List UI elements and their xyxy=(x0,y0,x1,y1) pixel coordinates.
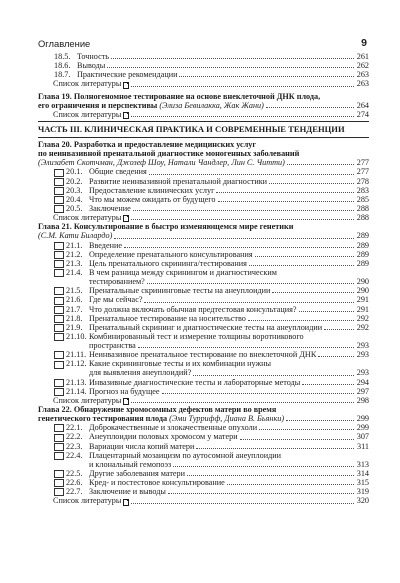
toc-chapter-22[interactable]: Глава 22. Обнаружение хромосомных дефектов матери во время генетического тестирования плода (Эми Туррифф, Диана В. Бьянки) 299 xyxy=(38,405,369,424)
chapter-number: Глава 21. xyxy=(38,222,72,232)
toc-entry[interactable]: 21.13. Инвазивные диагностические тесты и лабораторные методы 294 xyxy=(38,378,369,387)
toc-entry[interactable]: 20.3. Предоставление клинических услуг 283 xyxy=(38,186,369,195)
section-marker-icon xyxy=(54,297,64,305)
toc-references-entry[interactable]: Список литературы 274 xyxy=(53,109,369,119)
chapter-number: Глава 22. xyxy=(38,405,72,415)
toc-entry[interactable]: 21.5. Пренатальные скрининговые тесты на анеуплоидии 290 xyxy=(38,286,369,295)
toc-entry-continuation[interactable]: тестированием? 290 xyxy=(89,277,369,287)
toc-references-entry[interactable]: Список литературы 320 xyxy=(53,496,369,506)
toc-references-entry[interactable]: Список литературы 263 xyxy=(53,79,369,89)
document-icon xyxy=(123,112,129,119)
toc-entry[interactable]: 21.11. Неинвазивное пренатальное тестирование по внеклеточной ДНК 293 xyxy=(38,350,369,359)
toc-list xyxy=(38,52,369,506)
toc-entry[interactable]: 21.1. Введение 289 xyxy=(38,241,369,250)
chapter-title: Консультирование в быстро изменяющемся мире генетики xyxy=(71,222,294,232)
section-marker-icon xyxy=(54,287,64,295)
toc-entry[interactable]: 21.10. Комбинированный тест и измерение толщины воротникового xyxy=(38,332,369,341)
chapter-number: Глава 19. xyxy=(38,91,72,101)
toc-entry[interactable]: 20.1. Общие сведения 277 xyxy=(38,167,369,176)
running-header-title: Оглавление xyxy=(38,38,91,49)
toc-chapter-21[interactable]: Глава 21. Консультирование в быстро изменяющемся мире генетики (С.М. Кати Билардо) 289 xyxy=(38,222,369,241)
section-marker-icon xyxy=(54,479,64,487)
section-marker-icon xyxy=(54,315,64,323)
section-marker-icon xyxy=(54,251,64,259)
toc-entry[interactable]: 21.3. Цель пренатального скрининга/тестирования 289 xyxy=(38,259,369,268)
toc-entry[interactable]: 22.5. Другие заболевания матери 314 xyxy=(38,469,369,478)
divider xyxy=(38,137,369,138)
section-marker-icon xyxy=(54,324,64,332)
section-marker-icon xyxy=(54,443,64,451)
toc-entry[interactable]: 22.4. Плацентарный мозаицизм по аутосомной анеуплоидии xyxy=(38,451,369,460)
toc-chapter-20[interactable]: Глава 20. Разработка и предоставление медицинских услуг по неинвазивной пренатальной диагностике моногенных заболеваний (Элизабет Скотчман, Джозеф Шоу, Натали Чандлер, Лин С. Читти) 277 xyxy=(38,139,369,168)
document-icon xyxy=(123,215,129,222)
chapter-title: Разработка и предоставление медицинских услуг xyxy=(71,139,257,149)
chapter-title: Обнаружение хромосомных дефектов матери во время xyxy=(71,405,277,415)
toc-entry-continuation[interactable]: и клональный гемопоэз 313 xyxy=(89,459,369,469)
chapter-authors: (Эми Туррифф, Диана В. Бьянки) xyxy=(169,414,285,424)
toc-entry[interactable]: 21.2. Определение пренатального консультирования 289 xyxy=(38,250,369,259)
toc-entry[interactable]: 22.6. Кред- и постестовое консультирование 315 xyxy=(38,478,369,487)
document-icon xyxy=(123,499,129,506)
page-number: 9 xyxy=(361,37,367,49)
section-marker-icon xyxy=(54,351,64,359)
section-marker-icon xyxy=(54,424,64,432)
chapter-authors: (С.М. Кати Билардо) xyxy=(38,231,113,241)
toc-entry[interactable]: 18.5. Точность 261 xyxy=(54,51,369,61)
toc-entry[interactable]: 21.12. Какие скрининговые тесты и их комбинации нужны xyxy=(38,359,369,368)
toc-entry-continuation[interactable]: для выявления анеуплоидий? 293 xyxy=(89,368,369,378)
chapter-authors: (Элиза Бевилакка, Жак Жани) xyxy=(159,100,264,110)
document-icon xyxy=(123,82,129,89)
toc-entry[interactable]: 21.14. Прогноз на будущее 297 xyxy=(38,387,369,396)
section-marker-icon xyxy=(54,205,64,213)
chapter-number: Глава 20. xyxy=(38,139,72,149)
toc-entry[interactable]: 21.7. Что должна включать обычная предтестовая консультация? 291 xyxy=(38,305,369,314)
toc-entry[interactable]: 22.2. Анеуплоидии половых хромосом у матери 307 xyxy=(38,432,369,441)
toc-chapter-19[interactable]: Глава 19. Полногеномное тестирование на основе внеклеточной ДНК плода, его ограничения и перспективы (Элиза Бевилакка, Жак Жани) 264 xyxy=(38,91,369,110)
toc-entry[interactable]: 21.6. Где мы сейчас? 291 xyxy=(38,295,369,304)
section-marker-icon xyxy=(54,306,64,314)
section-marker-icon xyxy=(54,379,64,387)
section-marker-icon xyxy=(54,333,64,341)
toc-entry[interactable]: 18.7. Практические рекомендации 263 xyxy=(54,70,369,80)
section-marker-icon xyxy=(54,269,64,277)
section-marker-icon xyxy=(54,178,64,186)
toc-entry[interactable]: 22.3. Вариации числа копий матери 311 xyxy=(38,442,369,451)
toc-entry[interactable]: 22.1. Доброкачественные и злокачественные опухоли 299 xyxy=(38,423,369,432)
section-marker-icon xyxy=(54,169,64,177)
chapter-authors: (Элизабет Скотчман, Джозеф Шоу, Натали Чандлер, Лин С. Читти) xyxy=(38,158,285,168)
section-marker-icon xyxy=(54,488,64,496)
toc-entry[interactable]: 21.9. Пренатальный скрининг и диагностические тесты на анеуплоидии 292 xyxy=(38,323,369,332)
section-marker-icon xyxy=(54,361,64,369)
chapter-title: Полногеномное тестирование на основе внеклеточной ДНК плода, xyxy=(71,91,321,101)
section-marker-icon xyxy=(54,187,64,195)
running-header xyxy=(38,38,367,52)
toc-entry[interactable]: 21.8. Пренатальное тестирование на носительство 292 xyxy=(38,314,369,323)
toc-entry-continuation[interactable]: пространства 293 xyxy=(89,341,369,351)
toc-entry[interactable]: 22.7. Заключение и выводы 319 xyxy=(38,487,369,496)
section-marker-icon xyxy=(54,470,64,478)
section-marker-icon xyxy=(54,242,64,250)
toc-entry[interactable]: 18.6. Выводы 262 xyxy=(54,61,369,71)
toc-entry[interactable]: 20.2. Развитие неинвазивной пренатальной диагностики 278 xyxy=(38,177,369,186)
toc-entry[interactable]: 20.5. Заключение 288 xyxy=(38,204,369,213)
toc-references-entry[interactable]: Список литературы 288 xyxy=(53,213,369,223)
divider xyxy=(38,121,369,122)
toc-entry[interactable]: 21.4. В чем разница между скринингом и диагностическим xyxy=(38,268,369,277)
section-marker-icon xyxy=(54,452,64,460)
section-marker-icon xyxy=(54,196,64,204)
section-marker-icon xyxy=(54,434,64,442)
toc-entry[interactable]: 20.4. Что мы можем ожидать от будущего 285 xyxy=(38,195,369,204)
part-title: ЧАСТЬ III. КЛИНИЧЕСКАЯ ПРАКТИКА И СОВРЕМЕННЫЕ ТЕНДЕНЦИИ xyxy=(38,123,345,134)
toc-references-entry[interactable]: Список литературы 298 xyxy=(53,395,369,405)
section-marker-icon xyxy=(54,388,64,396)
section-marker-icon xyxy=(54,260,64,268)
document-icon xyxy=(123,398,129,405)
